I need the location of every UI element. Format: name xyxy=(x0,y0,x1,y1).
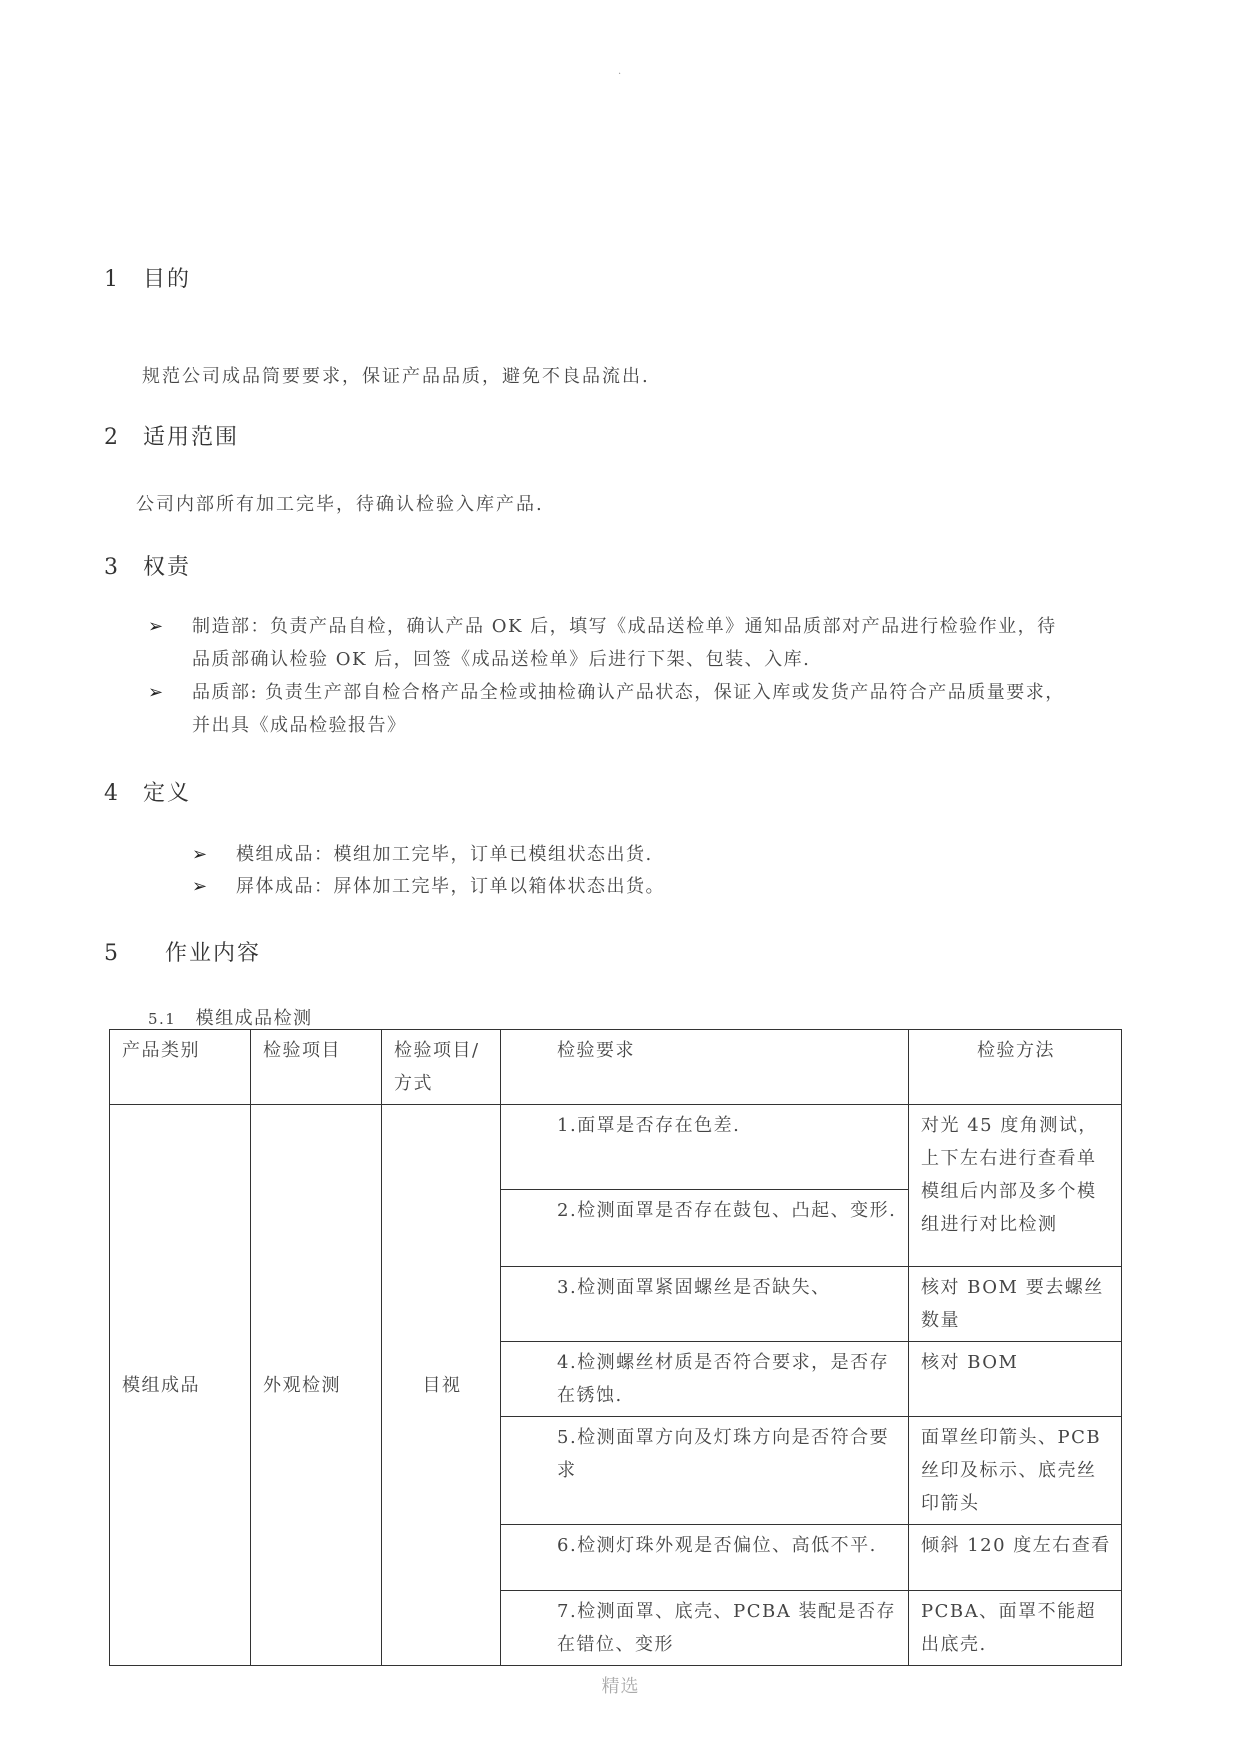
inspection-table xyxy=(109,1029,1122,1666)
bullet-arrow-icon: ➢ xyxy=(192,876,209,897)
subsection-title: 模组成品检测 xyxy=(195,1008,313,1029)
header-method: 检验方法 xyxy=(909,1030,1122,1105)
responsibility-line: 制造部：负责产品自检，确认产品 OK 后，填写《成品送检单》通知品质部对产品进行检验作业，待 xyxy=(192,616,1057,637)
header-requirement: 检验要求 xyxy=(501,1030,909,1105)
section-title: 适用范围 xyxy=(143,425,240,450)
table-header-row xyxy=(110,1030,1122,1105)
section-number: 3 xyxy=(104,555,120,580)
section-3-heading xyxy=(104,550,191,581)
subsection-heading xyxy=(148,1004,313,1030)
mode-cell: 目视 xyxy=(382,1105,501,1666)
section-title: 权责 xyxy=(143,555,192,580)
definition-text: 模组成品：模组加工完毕，订单已模组状态出货. xyxy=(236,844,653,865)
responsibility-line: 品质部: 负责生产部自检合格产品全检或抽检确认产品状态，保证入库或发货产品符合产品质量要求， xyxy=(192,682,1065,703)
section-4-heading xyxy=(104,776,191,807)
section-number: 4 xyxy=(104,781,120,806)
requirement-cell: 3.检测面罩紧固螺丝是否缺失、 xyxy=(501,1267,909,1342)
requirement-cell: 4.检测螺丝材质是否符合要求，是否存在锈蚀. xyxy=(501,1342,909,1417)
purpose-text: 规范公司成品筒要要求，保证产品品质，避免不良品流出. xyxy=(142,366,650,387)
requirement-cell: 7.检测面罩、底壳、PCBA 装配是否存在错位、变形 xyxy=(501,1591,909,1666)
section-5-heading xyxy=(104,936,261,967)
subsection-number: 5.1 xyxy=(148,1010,177,1028)
requirement-cell: 1.面罩是否存在色差. xyxy=(501,1105,909,1190)
section-number: 5 xyxy=(104,941,120,966)
bullet-arrow-icon: ➢ xyxy=(148,682,165,703)
responsibility-item xyxy=(148,676,1148,742)
responsibility-line: 并出具《成品检验报告》 xyxy=(192,715,407,736)
section-1-heading xyxy=(104,262,191,293)
section-title: 作业内容 xyxy=(165,941,262,966)
method-cell: 对光 45 度角测试，上下左右进行查看单模组后内部及多个模组进行对比检测 xyxy=(909,1105,1122,1267)
definition-item xyxy=(192,870,1092,903)
section-title: 定义 xyxy=(143,781,192,806)
item-cell: 外观检测 xyxy=(251,1105,382,1666)
requirement-cell: 5.检测面罩方向及灯珠方向是否符合要求 xyxy=(501,1417,909,1525)
footer-label: 精选 xyxy=(601,1676,640,1697)
header-mode: 检验项目/方式 xyxy=(382,1030,501,1105)
method-cell: 面罩丝印箭头、PCB 丝印及标示、底壳丝印箭头 xyxy=(909,1417,1122,1525)
method-cell: 核对 BOM 要去螺丝数量 xyxy=(909,1267,1122,1342)
section-number: 2 xyxy=(104,425,120,450)
header-item: 检验项目 xyxy=(251,1030,382,1105)
definition-item xyxy=(192,838,1092,871)
top-mark: . xyxy=(618,66,622,77)
section-2-heading xyxy=(104,420,239,451)
method-cell: 核对 BOM xyxy=(909,1342,1122,1417)
requirement-cell: 2.检测面罩是否存在鼓包、凸起、变形. xyxy=(501,1190,909,1267)
definition-text: 屏体成品：屏体加工完毕，订单以箱体状态出货。 xyxy=(236,876,665,897)
category-cell: 模组成品 xyxy=(110,1105,251,1666)
responsibility-line: 品质部确认检验 OK 后，回签《成品送检单》后进行下架、包装、入库. xyxy=(192,649,811,670)
method-cell: 倾斜 120 度左右查看 xyxy=(909,1525,1122,1591)
requirement-cell: 6.检测灯珠外观是否偏位、高低不平. xyxy=(501,1525,909,1591)
responsibility-item xyxy=(148,610,1148,676)
bullet-arrow-icon: ➢ xyxy=(148,616,165,637)
table-row xyxy=(110,1105,1122,1190)
header-category: 产品类别 xyxy=(110,1030,251,1105)
scope-text: 公司内部所有加工完毕，待确认检验入库产品. xyxy=(136,494,544,515)
bullet-arrow-icon: ➢ xyxy=(192,844,209,865)
section-title: 目的 xyxy=(143,267,192,292)
method-cell: PCBA、面罩不能超出底壳. xyxy=(909,1591,1122,1666)
section-number: 1 xyxy=(104,267,120,292)
